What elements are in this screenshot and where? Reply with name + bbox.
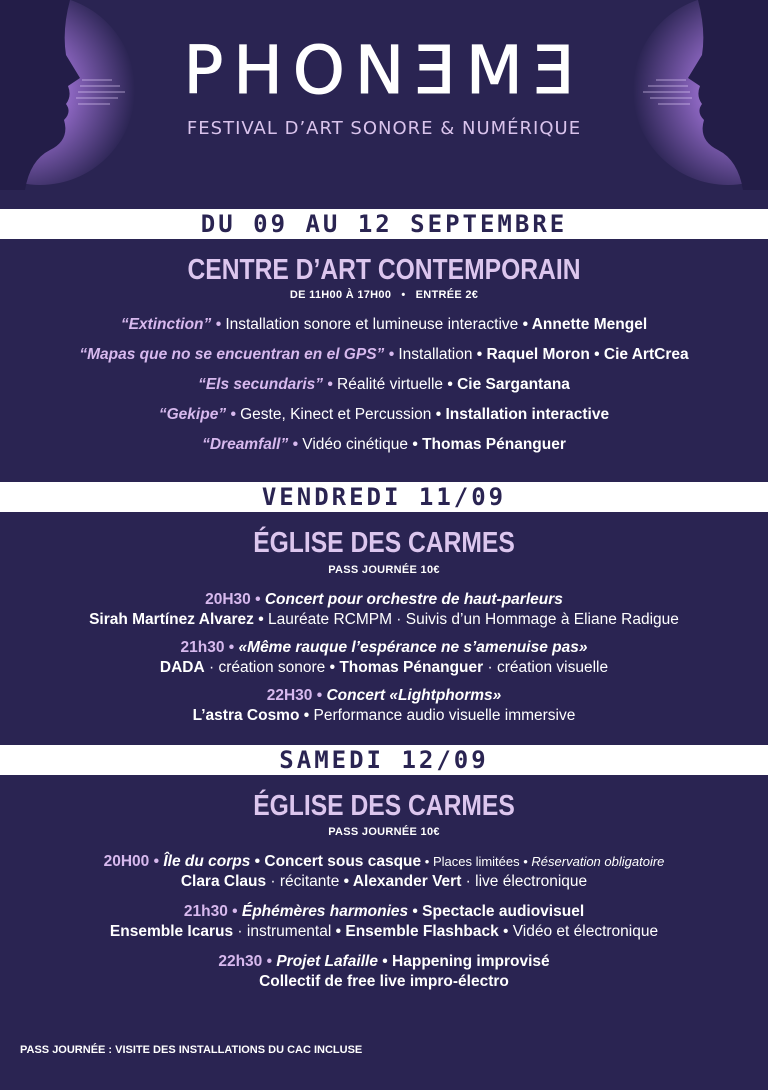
event-artist-role: récitante [279,873,340,890]
event-artist-line: L’astra Cosmo • Performance audio visuelle immersive [192,707,576,724]
item-desc: Vidéo cinétique [302,436,409,453]
event-artist-role: Lauréate RCMPM [267,611,392,628]
event-title-line: 21h30 • Éphémères harmonies • Spectacle audiovisuel [183,903,585,920]
event-reservation: Réservation obligatoire [531,854,665,869]
event-title-line: 22H30 • Concert «Lightphorms» [266,687,502,704]
event-artist-line: DADA · création sonore • Thomas Pénanguer · création visuelle [159,659,609,676]
item-title: “Els secundaris” [198,376,323,393]
saturday-band: SAMEDI 12/09 [0,745,768,775]
event-artist-role: création sonore [218,659,326,676]
event-title: Projet Lafaille [276,953,378,970]
event-desc: Spectacle audiovisuel [422,903,585,920]
cac-hours-text: DE 11H00 À 17H00 [289,289,392,301]
event-time: 22h30 [218,953,263,970]
event-places: Places limitées [432,854,520,869]
event-time: 20H00 [103,853,150,870]
cac-entry-price: ENTRÉE 2€ [415,289,479,301]
event-title: «Même rauque l’espérance ne s’amenuise pas» [238,639,588,656]
event-artist: Clara Claus [180,873,267,890]
event-time: 22H30 [266,687,313,704]
festival-logo: PHONƎMƎ [183,32,585,109]
event-title-line: 20H30 • Concert pour orchestre de haut-parleurs [205,591,563,608]
event-title: Île du corps [163,853,251,870]
saturday-pass: PASS JOURNÉE 10€ [328,826,440,838]
item-artist-2: Cie ArtCrea [603,346,689,363]
event-artist-role: Performance audio visuelle immersive [313,707,576,724]
item-desc: Installation sonore et lumineuse interactive [225,316,519,333]
event-artist: L’astra Cosmo [192,707,300,724]
item-desc: Geste, Kinect et Percussion [240,406,432,423]
friday-pass: PASS JOURNÉE 10€ [328,564,440,576]
event-artist-2: Thomas Pénanguer [339,659,484,676]
event-title-line: 22h30 • Projet Lafaille • Happening improvisé [218,953,550,970]
item-desc: Réalité virtuelle [337,376,444,393]
event-time: 20H30 [205,591,251,608]
event-artist-2-role: Vidéo et électronique [512,923,659,940]
separator-dot: • [401,289,406,301]
item-artist: Cie Sargantana [457,376,570,393]
cac-hours [0,289,768,301]
cac-venue-title: CENTRE D’ART CONTEMPORAIN [187,254,581,286]
item-artist: Raquel Moron [486,346,590,363]
event-artist: Sirah Martínez Alvarez [89,611,254,628]
event-artist-2: Alexander Vert [352,873,462,890]
item-artist: Thomas Pénanguer [422,436,566,453]
event-artist-2-role: création visuelle [496,659,609,676]
event-artist-line: Sirah Martínez Alvarez • Lauréate RCMPM · Suivis d’un Hommage à Eliane Radigue [89,611,679,628]
event-note: Suivis d’un Hommage à Eliane Radigue [405,611,679,628]
event-artist-2-role: live électronique [475,873,588,890]
event-title: Concert pour orchestre de haut-parleurs [264,591,563,608]
item-desc: Installation [398,346,473,363]
event-title: Éphémères harmonies [241,903,409,920]
item-title: “Extinction” [120,316,212,333]
item-title: “Gekipe” [158,406,227,423]
item-title: “Mapas que no se encuentran en el GPS” [79,346,385,363]
cac-item: “Extinction” • Installation sonore et lumineuse interactive • Annette Mengel [120,316,648,333]
cac-item: “Gekipe” • Geste, Kinect et Percussion • Installation interactive [158,406,610,423]
dates-band: DU 09 AU 12 SEPTEMBRE [0,209,768,239]
event-artist: Ensemble Icarus [109,923,234,940]
event-artist: DADA [159,659,205,676]
friday-venue-title: ÉGLISE DES CARMES [253,527,515,559]
event-title: Concert «Lightphorms» [326,687,502,704]
header [0,0,768,208]
event-artist-line: Clara Claus · récitante • Alexander Vert · live électronique [180,873,588,890]
cac-item: “Els secundaris” • Réalité virtuelle • Cie Sargantana [198,376,570,393]
festival-tagline: FESTIVAL D’ART SONORE & NUMÉRIQUE [186,118,582,139]
event-time: 21h30 [183,903,228,920]
event-artist-2: Ensemble Flashback [345,923,499,940]
item-artist: Annette Mengel [531,316,648,333]
footer-note: PASS JOURNÉE : VISITE DES INSTALLATIONS DU CAC INCLUSE [20,1044,363,1056]
event-title-line: 20H00 • Île du corps • Concert sous casque • Places limitées • Réservation obligatoire [103,853,665,870]
item-artist: Installation interactive [445,406,610,423]
item-title: “Dreamfall” [202,436,289,453]
cac-item: “Dreamfall” • Vidéo cinétique • Thomas Pénanguer [202,436,566,453]
event-artist-line: Ensemble Icarus · instrumental • Ensemble Flashback • Vidéo et électronique [109,923,659,940]
friday-band: VENDREDI 11/09 [0,482,768,512]
event-time: 21h30 [180,639,225,656]
event-artist-role: instrumental [246,923,332,940]
event-artist-line [0,972,768,992]
saturday-venue-title: ÉGLISE DES CARMES [253,790,515,822]
event-title-line: 21h30 • «Même rauque l’espérance ne s’amenuise pas» [180,639,588,656]
event-desc: Happening improvisé [392,953,550,970]
event-collective: Collectif de free live impro-électro [259,973,509,990]
cac-item: “Mapas que no se encuentran en el GPS” • Installation • Raquel Moron • Cie ArtCrea [79,346,689,363]
event-desc: Concert sous casque [264,853,422,870]
